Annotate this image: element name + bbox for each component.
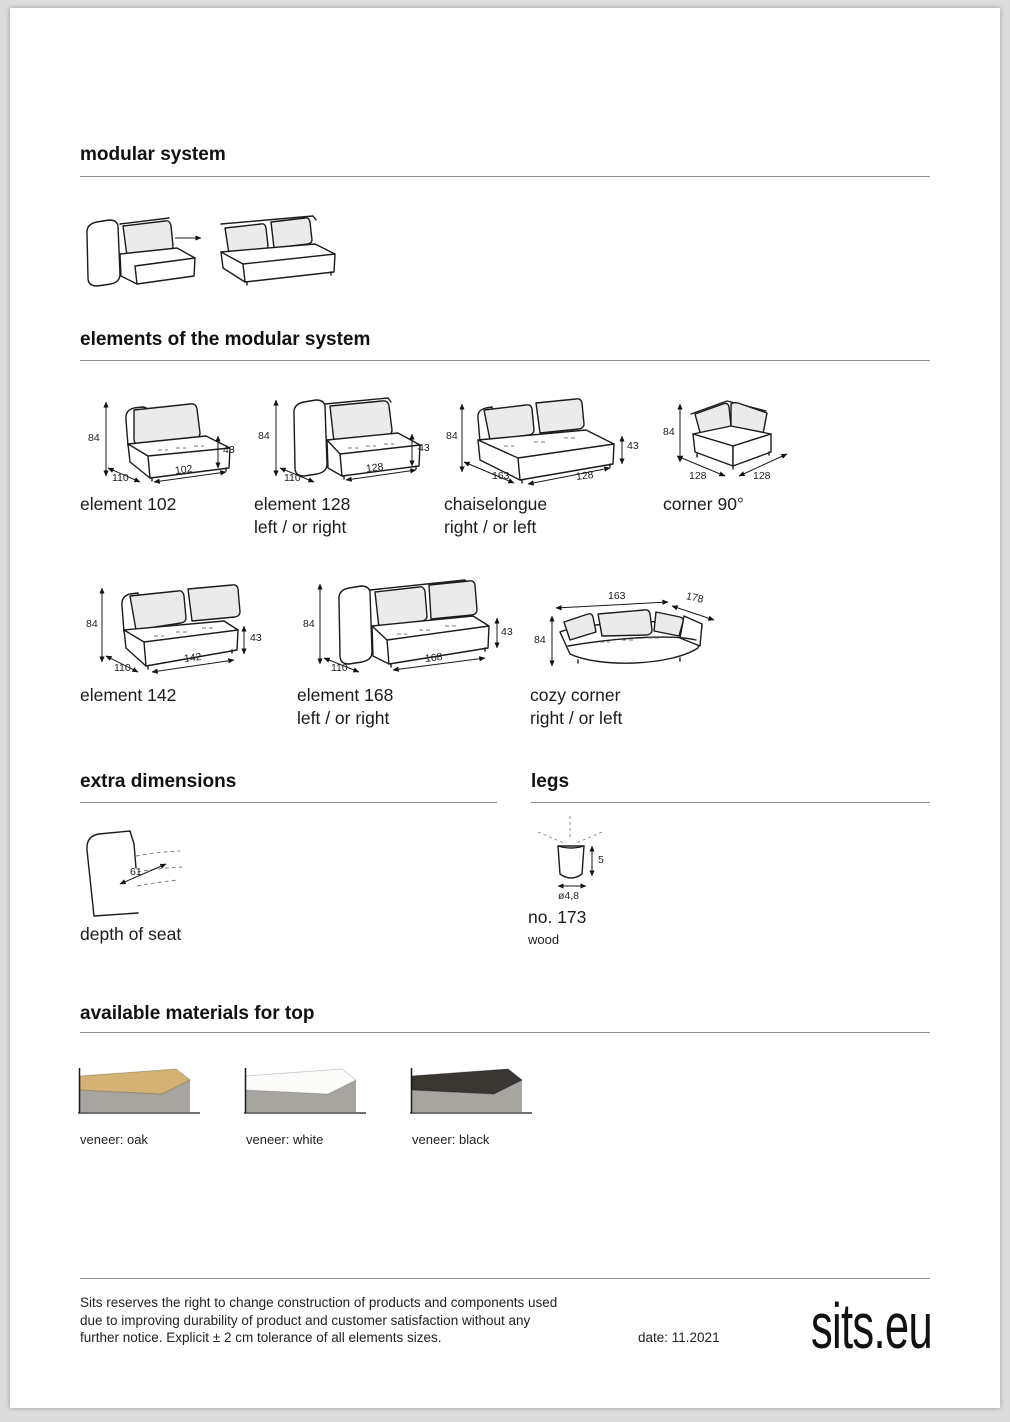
spec-sheet-page	[10, 8, 1000, 1408]
material-swatch-oak	[78, 1056, 203, 1121]
dim-width-left: 128	[689, 470, 707, 482]
dim-depth: 110	[114, 662, 131, 674]
dim-depth: 110	[284, 472, 301, 484]
element-name: element 102	[80, 494, 177, 514]
leg-number-label: no. 173	[528, 907, 587, 927]
section-title-extra-dimensions: extra dimensions	[80, 771, 237, 792]
sits-logo-text: sits.eu	[810, 1290, 932, 1362]
dim-depth: 110	[112, 472, 129, 484]
dim-seat-height: 43	[250, 632, 262, 644]
element-orientation: right / or left	[444, 517, 537, 537]
element-name: chaiselongue	[444, 494, 548, 514]
element-label	[530, 684, 622, 730]
dim-height: 84	[446, 430, 458, 442]
material-label-white: veneer: white	[246, 1132, 324, 1147]
element-orientation: left / or right	[297, 708, 390, 728]
veneer-photo-oak	[78, 1056, 203, 1116]
dim-seat-depth: 61	[130, 866, 142, 878]
section-rule	[80, 360, 930, 361]
element-name: corner 90°	[663, 494, 744, 514]
date-label: date: 11.2021	[638, 1330, 720, 1345]
sits-logo	[750, 1290, 932, 1362]
footer-rule	[80, 1278, 930, 1279]
element-card-chaiselongue	[444, 388, 640, 548]
element-orientation: right / or left	[530, 708, 623, 728]
element-label	[297, 684, 393, 730]
element-name: cozy corner	[530, 685, 621, 705]
material-swatch-white	[244, 1056, 369, 1121]
disclaimer-line: further notice. Explicit ± 2 cm tolerance of all elements sizes.	[80, 1330, 442, 1345]
dim-seat-height: 43	[627, 440, 639, 452]
material-swatch-black	[410, 1056, 535, 1121]
dim-width: 142	[183, 650, 203, 666]
disclaimer-line: Sits reserves the right to change construction of products and components used	[80, 1295, 558, 1310]
element-card-cozy-corner	[530, 570, 734, 735]
sofa-diagram-element-128	[254, 388, 434, 490]
sofa-diagram-element-102	[80, 388, 242, 490]
section-rule	[80, 176, 930, 177]
sofa-diagram-element-142	[80, 570, 265, 680]
sofa-diagram-corner-90	[663, 388, 803, 490]
element-card-168	[297, 570, 513, 735]
dimension-arrow	[120, 864, 166, 884]
dim-height: 84	[663, 426, 675, 438]
element-label	[80, 493, 176, 516]
modular-system-illustration	[75, 204, 355, 300]
dim-width-diagonal: 178	[684, 590, 705, 606]
dim-width: 168	[424, 650, 444, 666]
dim-height: 84	[86, 618, 98, 630]
section-title-modular-system: modular system	[80, 144, 226, 165]
dim-height: 84	[88, 432, 100, 444]
dim-leg-height: 5	[598, 854, 604, 866]
dim-seat-height: 43	[223, 444, 235, 456]
dim-width-right: 128	[753, 470, 771, 482]
dim-width-top: 163	[608, 590, 626, 602]
sofa-diagram-chaiselongue	[444, 388, 636, 490]
element-card-corner-90	[663, 388, 807, 548]
section-title-legs: legs	[531, 771, 570, 792]
element-label	[80, 684, 176, 707]
dim-height: 84	[534, 634, 546, 646]
element-card-128	[254, 388, 438, 548]
leg-material-label: wood	[528, 932, 560, 947]
section-rule	[531, 802, 930, 803]
dim-depth: 163	[492, 470, 510, 482]
element-card-102	[80, 388, 246, 548]
material-label-black: veneer: black	[412, 1132, 490, 1147]
dim-seat-height: 43	[501, 626, 513, 638]
element-name: element 128	[254, 494, 351, 514]
dim-height: 84	[258, 430, 270, 442]
sofa-diagram-cozy-corner	[530, 570, 730, 680]
material-label-oak: veneer: oak	[80, 1132, 148, 1147]
disclaimer-line: due to improving durability of product and customer satisfaction without any	[80, 1312, 531, 1328]
dim-seat-height: 43	[418, 442, 430, 454]
sofa-diagram-element-168	[297, 570, 509, 680]
veneer-photo-white	[244, 1056, 369, 1116]
element-name: element 168	[297, 685, 394, 705]
section-rule	[80, 1032, 930, 1033]
element-orientation: left / or right	[254, 517, 347, 537]
element-card-142	[80, 570, 270, 735]
section-title-elements: elements of the modular system	[80, 329, 371, 350]
dim-leg-diameter: ø4,8	[558, 890, 580, 902]
veneer-photo-black	[410, 1056, 535, 1116]
dim-width: 128	[575, 468, 595, 484]
element-label	[444, 493, 547, 539]
disclaimer-text	[80, 1294, 620, 1347]
section-rule	[80, 802, 497, 803]
depth-of-seat-label: depth of seat	[80, 924, 182, 944]
dim-width: 102	[174, 462, 194, 478]
element-name: element 142	[80, 685, 177, 705]
element-label	[254, 493, 350, 539]
dim-height: 84	[303, 618, 315, 630]
section-title-materials: available materials for top	[80, 1003, 315, 1024]
element-label	[663, 493, 744, 516]
dim-width: 128	[365, 460, 385, 476]
dimension-arrow	[556, 602, 668, 608]
depth-of-seat-diagram	[78, 826, 198, 922]
leg-diagram	[526, 814, 636, 910]
dim-depth: 110	[331, 662, 348, 674]
